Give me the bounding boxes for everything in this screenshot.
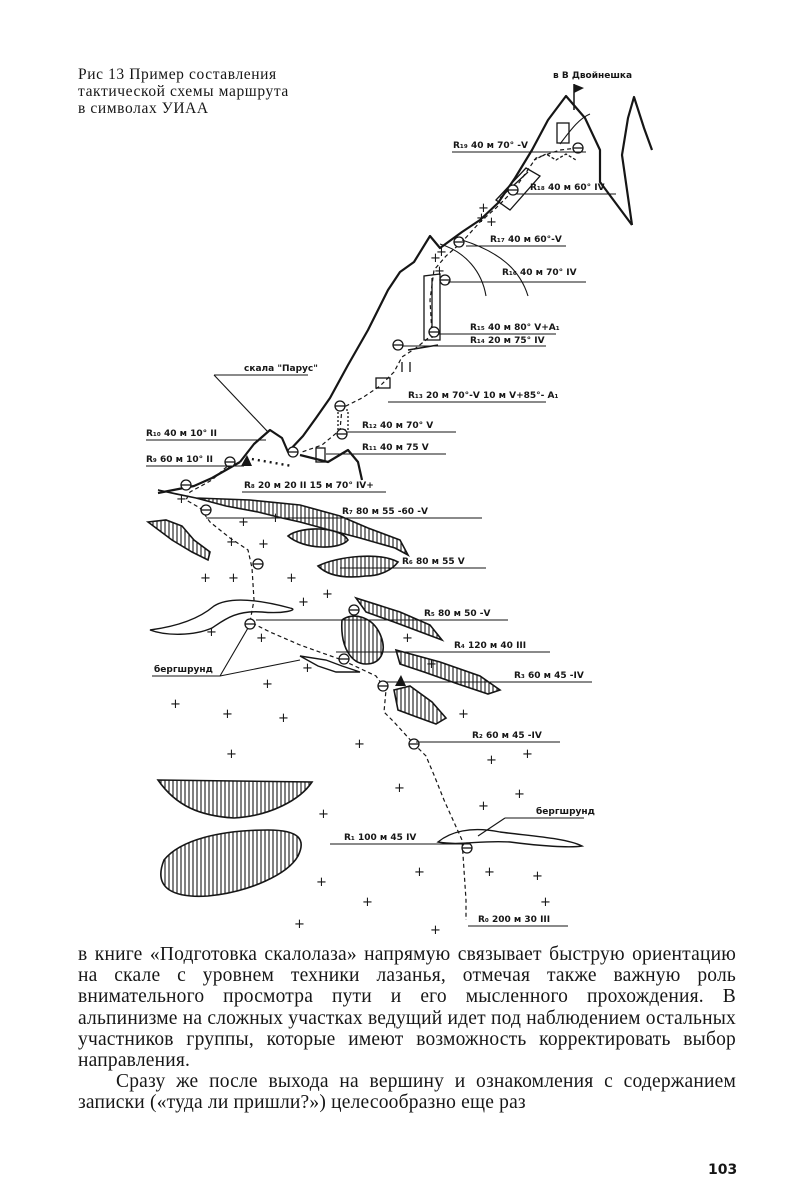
caption-line-2: тактической схемы маршрута <box>78 83 289 100</box>
pitch-label-r0: R₀ 200 м 30 III <box>478 915 551 925</box>
svg-text:+: + <box>426 657 437 672</box>
bivouac-triangle-lower <box>395 675 406 686</box>
mountain-ridge <box>158 96 652 493</box>
pitch-label-r17: R₁₇ 40 м 60°-V <box>490 235 562 245</box>
pitch-label-r13: R₁₃ 20 м 70°-V 10 м V+85°- A₁ <box>408 391 559 401</box>
summit-label: в В Двойнешка <box>553 71 633 81</box>
svg-text:+: + <box>170 697 181 712</box>
pitch-label-r19: R₁₉ 40 м 70° -V <box>453 141 528 151</box>
svg-text:+: + <box>302 661 313 676</box>
caption-line-1: Рис 13 Пример составления <box>78 66 277 83</box>
svg-text:+: + <box>278 711 289 726</box>
svg-text:+: + <box>394 781 405 796</box>
svg-text:+: + <box>478 799 489 814</box>
svg-text:+: + <box>484 865 495 880</box>
pitch-label-r1: R₁ 100 м 45 IV <box>344 833 417 843</box>
svg-text:+: + <box>486 753 497 768</box>
svg-text:+: + <box>434 264 445 279</box>
pitch-label-r7: R₇ 80 м 55 -60 -V <box>342 507 428 517</box>
pitch-label-r5: R₅ 80 м 50 -V <box>424 609 491 619</box>
svg-text:+: + <box>256 631 267 646</box>
svg-text:+: + <box>402 631 413 646</box>
svg-text:+: + <box>458 707 469 722</box>
svg-text:+: + <box>298 595 309 610</box>
svg-text:+: + <box>414 865 425 880</box>
pitch-label-r6: R₆ 80 м 55 V <box>402 557 465 567</box>
svg-text:+: + <box>200 571 211 586</box>
svg-text:+: + <box>262 677 273 692</box>
bergschrund-label-left: бергшрунд <box>154 665 213 675</box>
svg-text:+: + <box>478 201 489 216</box>
svg-text:+: + <box>322 587 333 602</box>
svg-text:+: + <box>354 737 365 752</box>
svg-text:+: + <box>294 917 305 932</box>
svg-text:+: + <box>316 875 327 890</box>
svg-text:+: + <box>318 807 329 822</box>
svg-text:+: + <box>430 923 441 938</box>
paragraph-2: Сразу же после выхода на вершину и ознакомления с содержанием записки («туда ли пришли?») целесообразно еще раз <box>78 1071 736 1114</box>
pitch-label-r15: R₁₅ 40 м 80° V+A₁ <box>470 323 560 333</box>
bivouac-triangle-upper <box>241 455 252 466</box>
svg-text:+: + <box>206 625 217 640</box>
pitch-label-r14: R₁₄ 20 м 75° IV <box>470 336 545 346</box>
pitch-label-r18: R₁₈ 40 м 60° IV <box>530 183 605 193</box>
svg-text:+: + <box>532 869 543 884</box>
svg-text:+: + <box>222 707 233 722</box>
pitch-label-r3: R₃ 60 м 45 -IV <box>514 671 584 681</box>
paragraph-1: в книге «Подготовка скалолаза» напрямую связывает быструю ориентацию на скале с уровнем техники лазанья, отмечая также важную роль внимательного просмотра пути и его мысленного прохождения. В альпинизме на сложных участках ведущий идет под наблюдением остальных участников группы, которые имеют возможность корректировать выбор направления. <box>78 944 736 1072</box>
pitch-label-r16: R₁₆ 40 м 70° IV <box>502 268 577 278</box>
pitch-label-r10: R₁₀ 40 м 10° II <box>146 429 217 439</box>
svg-text:+: + <box>226 535 237 550</box>
svg-text:+: + <box>362 895 373 910</box>
svg-text:+: + <box>228 571 239 586</box>
svg-text:+: + <box>258 537 269 552</box>
svg-text:+: + <box>270 511 281 526</box>
svg-text:+: + <box>436 245 447 260</box>
caption-line-3: в символах УИАА <box>78 100 209 117</box>
pitch-label-r2: R₂ 60 м 45 -IV <box>472 731 542 741</box>
svg-text:+: + <box>226 747 237 762</box>
traverse-dots <box>246 458 292 466</box>
svg-text:+: + <box>476 211 487 226</box>
svg-text:+: + <box>176 492 187 507</box>
svg-text:+: + <box>430 251 441 266</box>
route-markers <box>316 123 576 462</box>
svg-text:+: + <box>540 895 551 910</box>
svg-text:+: + <box>486 215 497 230</box>
svg-text:+: + <box>286 571 297 586</box>
pitch-label-r12: R₁₂ 40 м 70° V <box>362 421 434 431</box>
pitch-label-r4: R₄ 120 м 40 III <box>454 641 527 651</box>
pitch-label-r9: R₉ 60 м 10° II <box>146 455 214 465</box>
pitch-label-r11: R₁₁ 40 м 75 V <box>362 443 429 453</box>
rock-parus-label: скала "Парус" <box>244 364 318 374</box>
svg-text:+: + <box>522 747 533 762</box>
svg-text:+: + <box>514 787 525 802</box>
bergschrund-label-right: бергшрунд <box>536 807 595 817</box>
page-number: 103 <box>708 1162 738 1178</box>
svg-text:+: + <box>238 515 249 530</box>
body-text <box>78 944 736 1114</box>
pitch-label-r8: R₈ 20 м 20 II 15 м 70° IV+ <box>244 481 374 491</box>
